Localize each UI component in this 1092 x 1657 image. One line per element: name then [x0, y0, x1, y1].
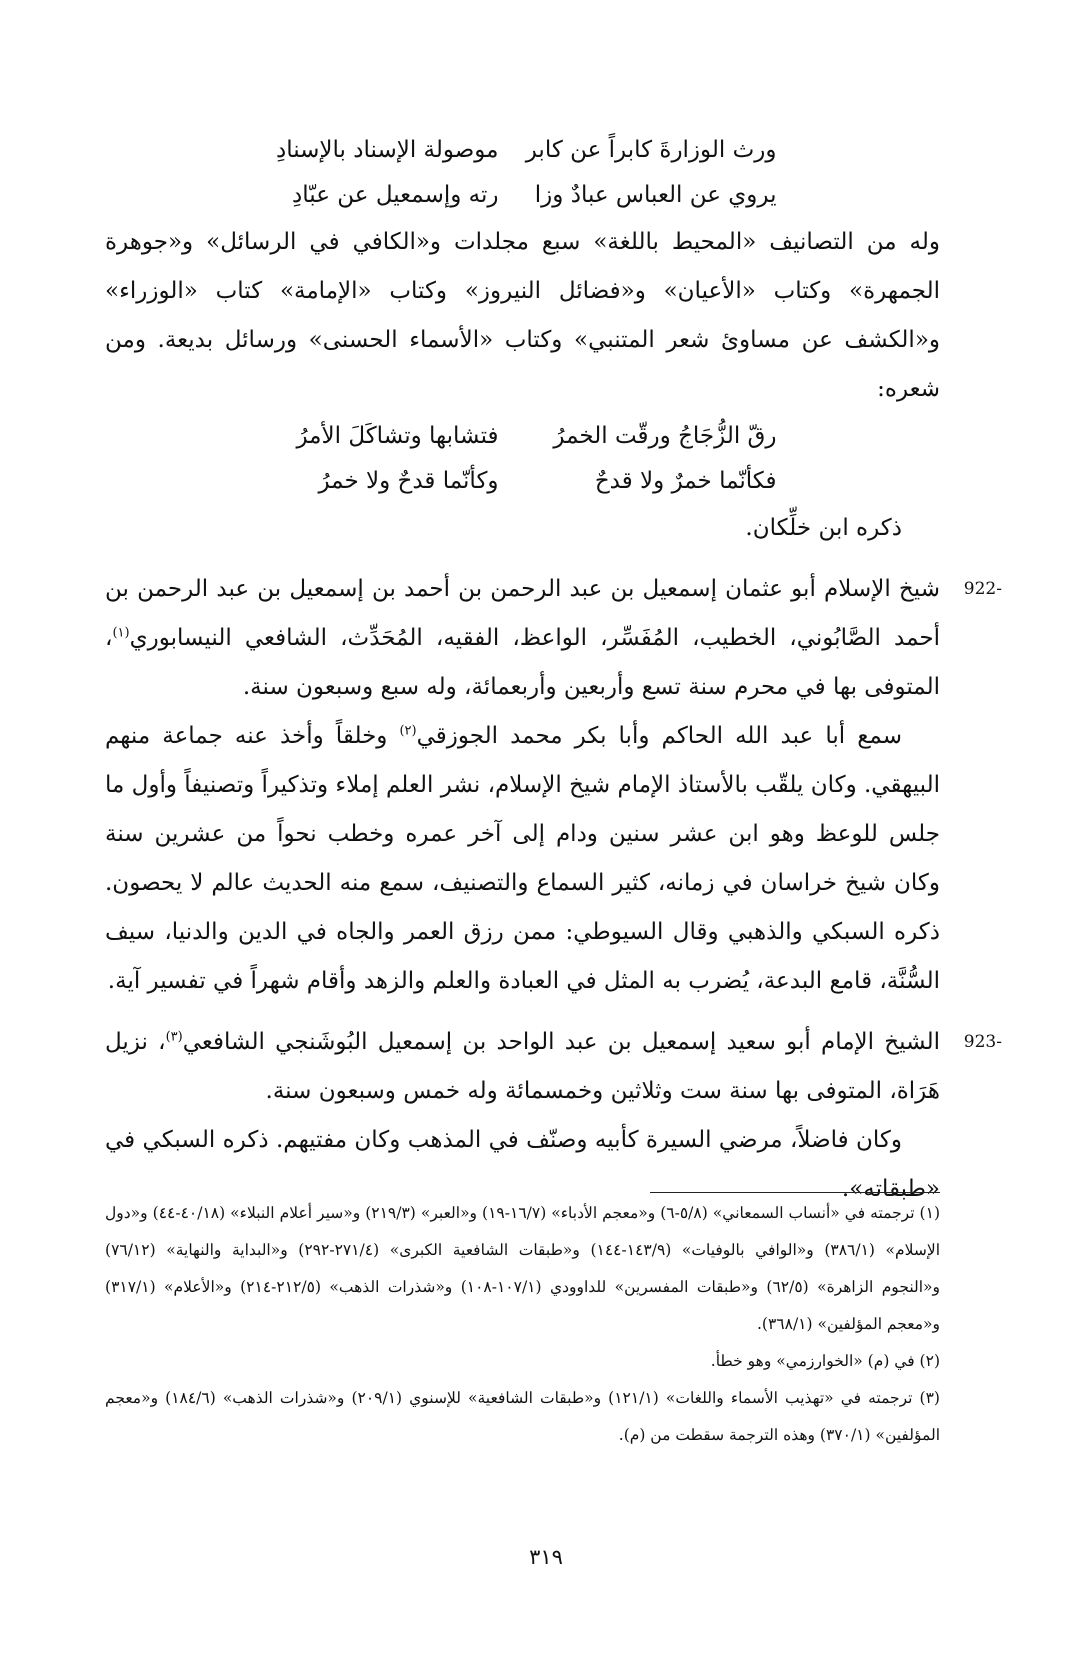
- verse-hemistich: فتشابها وتشاكَلَ الأمرُ: [296, 423, 499, 449]
- footnote-2: (٢) في (م) «الخوارزمي» وهو خطأ.: [710, 1352, 940, 1370]
- footnote-1: (١) ترجمته في «أنساب السمعاني» (٥/٨-٦) و«معجم الأدباء» (١٦/٧-١٩) و«العبر» (٢١٩/٣) و«سير أعلام النبلاء» (٤٠/١٨-٤٤) و«دول الإسلام» (٣٨٦/١) و«الوافي بالوفيات» (١٤٣/٩-١٤٤) و«طبقات الشافعية الكبرى» (٢٧١/٤-٢٩٢) و«البداية والنهاية» (٧٦/١٢) و«النجوم الزاهرة» (٦٢/٥) و«طبقات المفسرين» للداوودي (١٠٧/١-١٠٨) و«شذرات الذهب» (٢١٢/٥-٢١٤) و«الأعلام» (٣١٧/١) و«معجم المؤلفين» (٣٦٨/١).: [105, 1204, 941, 1333]
- footnote-ref: (٢): [399, 723, 417, 739]
- footnote-divider: [650, 1192, 940, 1193]
- main-text: [105, 128, 1002, 1214]
- source-line: ذكره ابن خلِّكان.: [745, 515, 902, 541]
- verse-hemistich: وكأنّما قدحٌ ولا خمرُ: [318, 468, 499, 494]
- entry-text: الشيخ الإمام أبو سعيد إسمعيل بن عبد الواحد بن إسمعيل البُوشَنجي الشافعي: [182, 1029, 940, 1055]
- entry-number: 923-: [963, 1032, 1002, 1052]
- entry-text: ، المتوفى بها في محرم سنة تسع وأربعين وأربعمائة، وله سبع وسبعون سنة.: [105, 625, 940, 700]
- poem-verse: [105, 459, 940, 504]
- poem-verse: [105, 414, 940, 459]
- entry-923: [105, 1018, 1002, 1214]
- verse-hemistich: ورث الوزارةَ كابراً عن كابر: [525, 137, 777, 163]
- entry-text: وخلقاً وأخذ عنه جماعة منهم البيهقي. وكان يلقّب بالأستاذ الإمام شيخ الإسلام، نشر العلم إملاء وتذكيراً وتصنيفاً وأول ما جلس للوعظ وهو ابن عشر سنين ودام إلى آخر عمره وخطب نحواً من عشرين سنة وكان شيخ خراسان في زمانه، كثير السماع والتصنيف، سمع منه الحديث عالم لا يحصون. ذكره السبكي والذهبي وقال السيوطي: ممن رزق العمر والجاه في الدين والدنيا، سيف السُّنَّة، قامع البدعة، يُضرب به المثل في العبادة والعلم والزهد وأقام شهراً في تفسير آية.: [105, 723, 940, 994]
- entry-number: 922-: [963, 579, 1002, 599]
- entry-body: [105, 712, 940, 1006]
- entry-heading: [105, 1018, 940, 1116]
- verse-hemistich: رته وإسمعيل عن عبّادِ: [292, 182, 499, 208]
- verse-hemistich: يروي عن العباس عبادٌ وزا: [534, 182, 777, 208]
- poem-verse: [105, 173, 940, 218]
- entry-text: سمع أبا عبد الله الحاكم وأبا بكر محمد الجوزقي: [416, 723, 902, 749]
- poem-verse: [105, 128, 940, 173]
- verse-hemistich: موصولة الإسناد بالإسنادِ: [275, 137, 499, 163]
- verse-hemistich: فكأنّما خمرٌ ولا قدحٌ: [594, 468, 777, 494]
- page-number: ٣١٩: [529, 1545, 563, 1569]
- intro-paragraph: وله من التصانيف «المحيط باللغة» سبع مجلدات و«الكافي في الرسائل» و«جوهرة الجمهرة» وكتاب «الأعيان» و«فضائل النيروز» وكتاب «الإمامة» كتاب «الوزراء» و«الكشف عن مساوئ شعر المتنبي» وكتاب «الأسماء الحسنى» ورسائل بديعة. ومن شعره:: [105, 229, 940, 402]
- entry-922: [105, 565, 1002, 1006]
- entry-text: شيخ الإسلام أبو عثمان إسمعيل بن عبد الرحمن بن أحمد بن إسمعيل بن عبد الرحمن بن أحمد الصَّابُوني، الخطيب، المُفَسِّر، الواعظ، الفقيه، المُحَدِّث، الشافعي النيسابوري: [105, 576, 940, 651]
- entry-heading: [105, 565, 940, 712]
- footnote-3: (٣) ترجمته في «تهذيب الأسماء واللغات» (١٢١/١) و«طبقات الشافعية» للإسنوي (٢٠٩/١) و«شذرات الذهب» (١٨٤/٦) و«معجم المؤلفين» (٣٧٠/١) وهذه الترجمة سقطت من (م).: [105, 1389, 940, 1444]
- verse-hemistich: رقّ الزُّجَاجُ ورقّت الخمرُ: [553, 423, 777, 449]
- entry-text: ، نزيل هَرَاة، المتوفى بها سنة ست وثلاثين وخمسمائة وله خمس وسبعون سنة.: [105, 1029, 940, 1104]
- entry-body: وكان فاضلاً، مرضي السيرة كأبيه وصنّف في المذهب وكان مفتيهم. ذكره السبكي في «طبقاته».: [105, 1127, 940, 1202]
- footnote-ref: (٣): [165, 1029, 183, 1045]
- footnotes: [105, 1195, 940, 1454]
- footnote-ref: (١): [112, 625, 130, 641]
